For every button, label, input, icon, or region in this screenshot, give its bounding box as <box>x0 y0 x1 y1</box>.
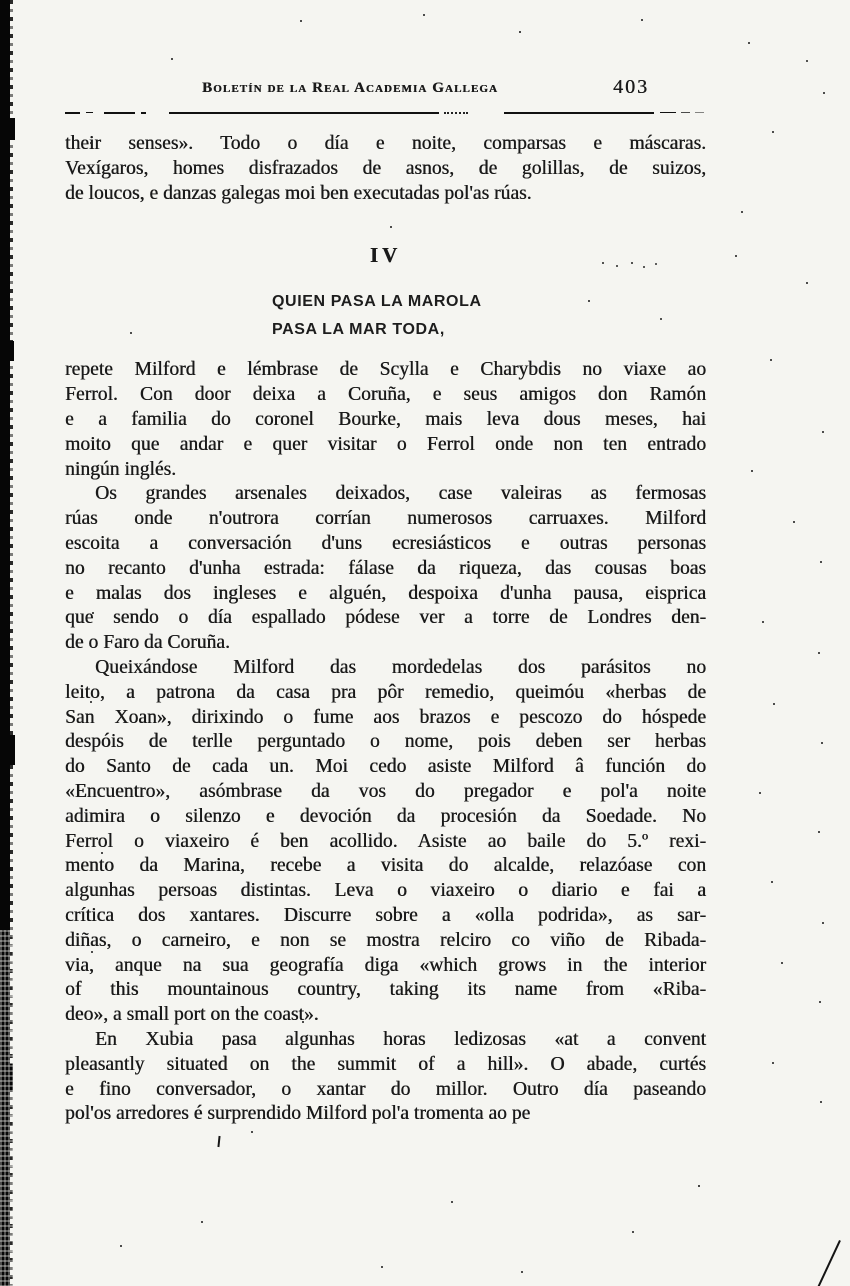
journal-title: Boletín de la Real Academia Gallega <box>202 80 498 96</box>
epigraph-line: QUIEN PASA LA MAROLA <box>272 293 482 311</box>
text-line: via, anque na sua geografía diga «which grows in the interior <box>65 954 706 976</box>
text-line: e malas dos ingleses e alguén, despoixa d'unha pausa, eisprica <box>65 582 706 604</box>
rule-segment <box>695 112 704 113</box>
text-line: of this mountainous country, taking its name from «Riba- <box>65 979 706 1001</box>
text-line: En Xubia pasa algunhas horas ledizosas «at a convent <box>95 1028 706 1050</box>
binding-shadow-bump <box>0 341 14 361</box>
binding-shadow-bump <box>0 735 15 765</box>
rule-segment <box>681 112 690 113</box>
text-line: mento da Marina, recebe a visita do alcalde, relazóase con <box>65 855 706 877</box>
text-line: pleasantly situated on the summit of a hill». O abade, curtés <box>65 1053 706 1075</box>
rule-segment <box>169 112 439 114</box>
text-line: despóis de terlle perguntado o nome, pois deben ser herbas <box>65 731 706 753</box>
rule-segment <box>65 112 80 114</box>
body-paragraph <box>65 358 706 482</box>
rule-segment <box>444 112 468 114</box>
text-line: «Encuentro», asómbrase da vos do pregador e pol'a noite <box>65 780 706 802</box>
binding-shadow-bump <box>0 118 15 140</box>
text-line: e fino conversador, o xantar do millor. Outro día paseando <box>65 1078 706 1100</box>
text-line: San Xoan», dirixindo o fume aos brazos e pescozo do hóspede <box>65 706 706 728</box>
text-line: Ferrol. Con door deixa a Coruña, e seus amigos don Ramón <box>65 384 706 406</box>
binding-shadow-fade <box>0 930 15 1286</box>
page-body <box>65 132 706 1127</box>
text-line: Queixándose Milford das mordedelas dos parásitos no <box>95 656 706 678</box>
text-line: escoita a conversación d'uns ecresiásticos e outras personas <box>65 532 706 554</box>
text-line: repete Milford e lémbrase de Scylla e Charybdis no viaxe ao <box>65 359 706 381</box>
text-line: de loucos, e danzas galegas moi ben executadas pol'as rúas. <box>65 182 532 204</box>
text-line: Ferrol o viaxeiro é ben acollido. Asiste ao baile do 5.º rexi- <box>65 830 706 852</box>
section-heading: IV <box>369 243 402 268</box>
text-line: rúas onde n'outrora corrían numerosos carruaxes. Milford <box>65 508 706 530</box>
body-paragraph <box>65 132 706 206</box>
rule-segment <box>104 112 135 114</box>
text-line: their senses». Todo o día e noite, comparsas e máscaras. <box>65 133 706 154</box>
rule-segment <box>504 112 654 114</box>
scan-artifact-tick <box>217 1136 220 1147</box>
running-head <box>0 76 850 104</box>
rule-segment <box>86 112 93 113</box>
text-line: leito, a patrona da casa pra pôr remedio, queimóu «herbas de <box>65 681 706 703</box>
text-line: algunhas persoas distintas. Leva o viaxeiro o diario e fai a <box>65 880 706 902</box>
text-line: no recanto d'unha estrada: fálase da riqueza, das cousas boas <box>65 557 706 579</box>
text-line: e a familia do coronel Bourke, mais leva dous meses, hai <box>65 408 706 430</box>
text-line: do Santo de cada un. Moi cedo asiste Milford â función do <box>65 756 706 778</box>
rule-segment <box>141 112 146 114</box>
text-line: crítica dos xantares. Discurre sobre a «olla podrida», as sar- <box>65 904 706 926</box>
page-number: 403 <box>613 76 649 98</box>
body-paragraph <box>65 482 706 656</box>
text-line: ningún inglés. <box>65 458 177 480</box>
body-paragraph <box>65 1028 706 1127</box>
epigraph-line: PASA LA MAR TODA, <box>272 320 445 338</box>
header-rule <box>0 112 850 116</box>
epigraph <box>272 288 706 343</box>
text-line: moito que andar e quer visitar o Ferrol onde non ten entrado <box>65 433 706 455</box>
rule-segment <box>660 112 676 113</box>
text-line: Vexígaros, homes disfrazados de asnos, de golillas, de suizos, <box>65 157 706 179</box>
scan-artifact-slash <box>817 1240 841 1286</box>
body-paragraph <box>65 656 706 1028</box>
text-line: adimira o silenzo e devoción da procesión da Soedade. No <box>65 805 706 827</box>
text-line: Os grandes arsenales deixados, case valeiras as fermosas <box>95 483 706 505</box>
text-line: pol'os arredores é surprendido Milford pol'a tromenta ao pe <box>65 1103 531 1125</box>
text-line: que sendo o día espallado pódese ver a torre de Londres den- <box>65 607 706 629</box>
text-line: diñas, o carneiro, e non se mostra relciro co viño de Ribada- <box>65 929 706 951</box>
text-line: de o Faro da Coruña. <box>65 632 230 654</box>
text-line: deo», a small port on the coast». <box>65 1004 319 1026</box>
